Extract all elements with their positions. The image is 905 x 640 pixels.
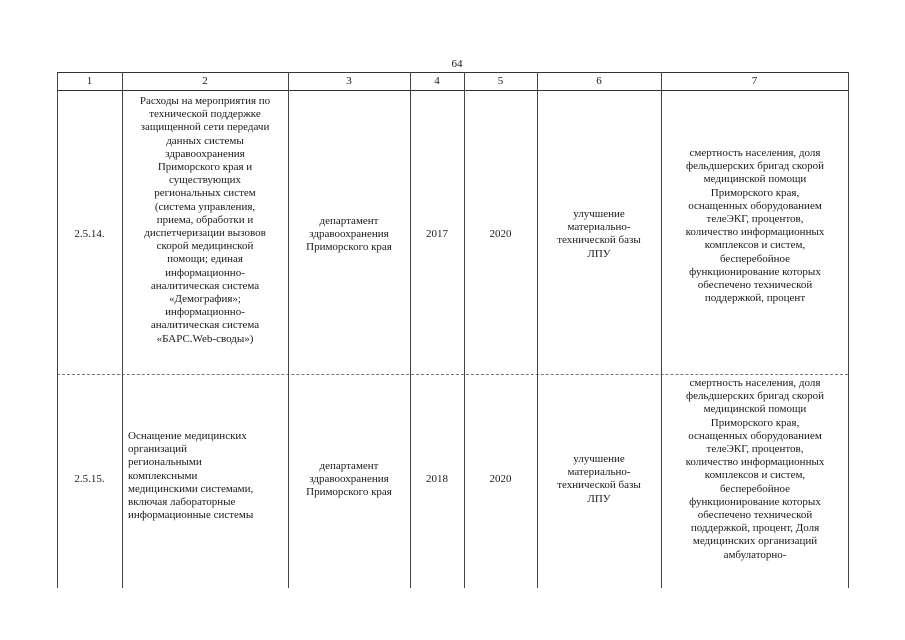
column-header: 3 — [346, 75, 352, 87]
measure-name: Оснащение медицинских организаций региональными комплексными медицинскими системами, включая лабораторные информационные системы — [128, 430, 254, 522]
column-divider — [537, 72, 538, 588]
page-number: 64 — [451, 58, 463, 70]
row-number: 2.5.14. — [74, 228, 105, 240]
expected-result: улучшение материально- технической базы ЛПУ — [557, 453, 641, 505]
start-year: 2018 — [426, 473, 448, 485]
column-divider — [464, 72, 465, 588]
column-header: 4 — [434, 75, 440, 87]
indicators: смертность населения, доля фельдшерских бригад скорой медицинской помощи Приморского края, оснащенных оборудованием телеЭКГ, процентов, количество информационных комплексов и систем, бесперебойное функционирование которых обеспечено технической поддержкой, процент — [685, 147, 825, 305]
executor: департамент здравоохранения Приморского края — [306, 460, 392, 499]
row-separator — [57, 374, 848, 375]
executor: департамент здравоохранения Приморского края — [306, 215, 392, 254]
column-divider — [57, 72, 58, 588]
column-divider — [288, 72, 289, 588]
row-number: 2.5.15. — [74, 473, 105, 485]
end-year: 2020 — [489, 228, 512, 240]
end-year: 2020 — [489, 473, 512, 485]
column-divider — [848, 72, 849, 588]
column-divider — [410, 72, 411, 588]
column-header: 1 — [86, 75, 93, 87]
column-header: 5 — [497, 75, 504, 87]
column-header: 6 — [596, 75, 602, 87]
column-header: 7 — [751, 75, 758, 87]
indicators: смертность населения, доля фельдшерских бригад скорой медицинской помощи Приморского края, оснащенных оборудованием телеЭКГ, процентов, количество информационных комплексов и систем, бесперебойное функционирование которых обеспечено технической поддержкой, процент, Доля медицинских организаций амбулаторно- — [685, 377, 825, 561]
expected-result: улучшение материально- технической базы ЛПУ — [557, 208, 641, 260]
start-year: 2017 — [426, 228, 448, 240]
measure-name: Расходы на мероприятия по технической поддержке защищенной сети передачи данных системы здравоохранения Приморского края и существующих региональных систем (система управления, приема, обработки и диспетчеризации вызовов скорой медицинской помощи; единая информационно- аналитическая система «Демография»; информационно- аналитическая система «БАРС.Web-своды») — [139, 95, 271, 345]
header-bottom-border — [57, 90, 848, 91]
column-header: 2 — [202, 75, 208, 87]
